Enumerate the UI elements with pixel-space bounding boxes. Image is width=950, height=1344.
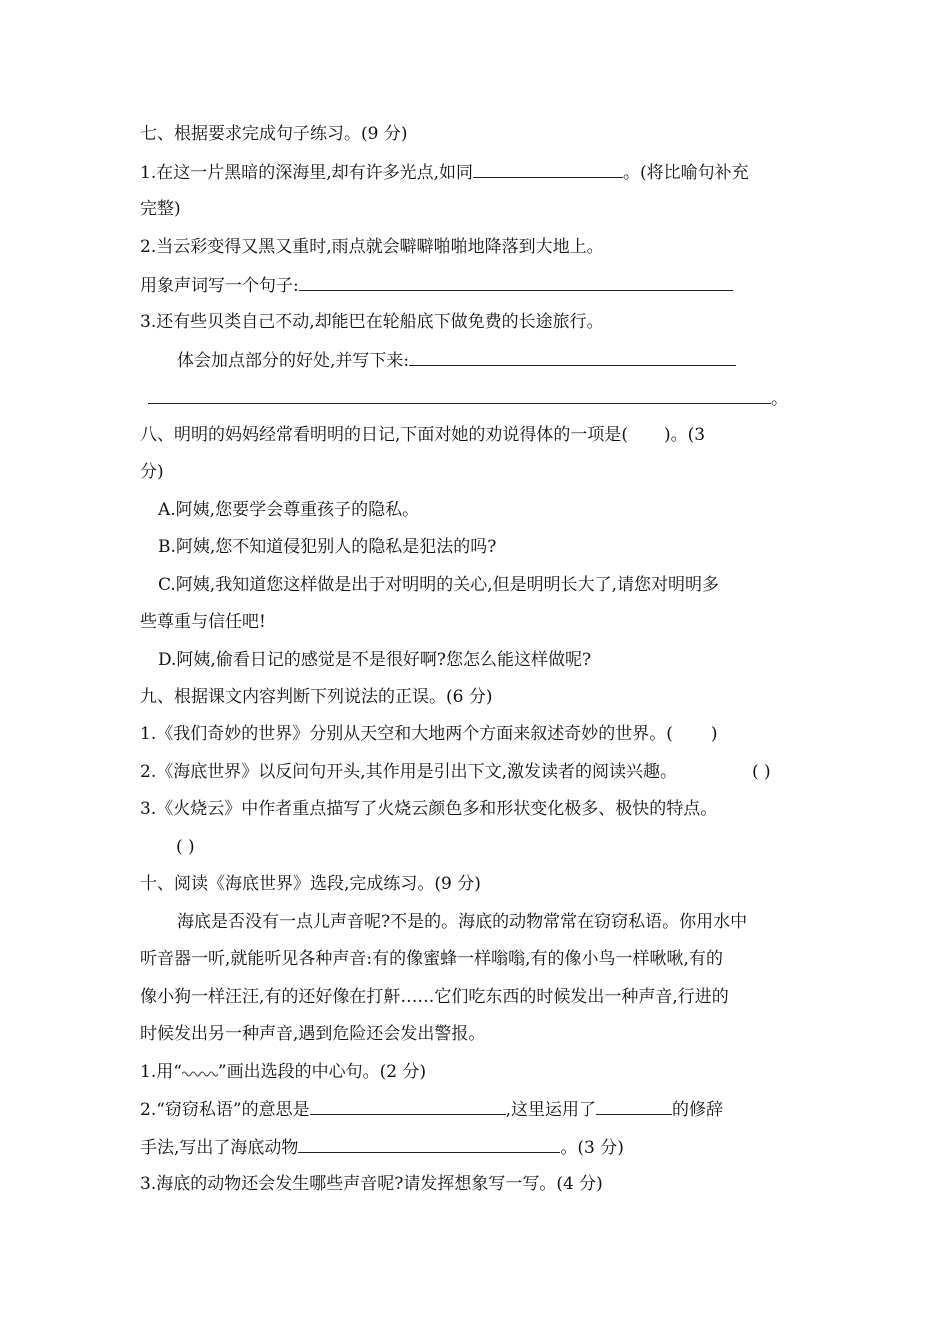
- s7-q1-answer-blank[interactable]: [473, 161, 623, 178]
- section-10-title: 十、阅读《海底世界》选段,完成练习。(9 分): [140, 874, 481, 894]
- s10-q1-text-tail: ”画出选段的中心句。(2 分): [217, 1062, 427, 1082]
- s10-q3-text: 3.海底的动物还会发生哪些声音呢?请发挥想象写一写。(4 分): [140, 1174, 603, 1194]
- s10-q2-text: 2.“窃窃私语”的意思是: [140, 1100, 310, 1120]
- s9-q1-paren-close: ): [710, 724, 718, 744]
- s8-option-c-line1: C.阿姨,我知道您这样做是出于对明明的关心,但是明明长大了,请您对明明多: [158, 575, 720, 595]
- s7-q3-answer-blank-2[interactable]: [148, 387, 771, 404]
- s7-q3-answer-blank-1[interactable]: [409, 349, 736, 366]
- s7-q2-prompt: 用象声词写一个句子:: [140, 276, 299, 296]
- s9-q2-line: [140, 761, 677, 783]
- s7-q1-text: 1.在这一片黑暗的深海里,却有许多光点,如同: [140, 163, 474, 183]
- s8-option-d: D.阿姨,偷看日记的感觉是不是很好啊?您怎么能这样做呢?: [158, 650, 592, 670]
- s7-q3-prompt: 体会加点部分的好处,并写下来:: [177, 351, 410, 371]
- s7-q1-line2: 完整): [140, 199, 181, 219]
- s7-q1-text-tail: 。(将比喻句补充: [623, 163, 749, 183]
- section-9-title: 九、根据课文内容判断下列说法的正误。(6 分): [140, 687, 493, 707]
- s10-q2-line2: [140, 1136, 624, 1159]
- section-8-title-line1: [140, 424, 705, 446]
- section-8-title: 八、明明的妈妈经常看明明的日记,下面对她的劝说得体的一项是(: [140, 425, 629, 445]
- s9-q1-line: [140, 723, 718, 745]
- s10-q2-description-blank[interactable]: [298, 1136, 560, 1153]
- passage-line-4: 时候发出另一种声音,遇到危险还会发出警报。: [140, 1024, 486, 1044]
- s10-q2-rhetoric-blank[interactable]: [596, 1098, 672, 1115]
- s8-option-b: B.阿姨,您不知道侵犯别人的隐私是犯法的吗?: [158, 537, 497, 557]
- passage-line-2: 听音器一听,就能听见各种声音:有的像蜜蜂一样嗡嗡,有的像小鸟一样啾啾,有的: [140, 949, 723, 969]
- s7-q2-prompt-line: [140, 274, 733, 297]
- s7-q3-text: 3.还有些贝类自己不动,却能巴在轮船底下做免费的长途旅行。: [140, 312, 604, 332]
- s8-option-a: A.阿姨,您要学会尊重孩子的隐私。: [158, 500, 420, 520]
- s10-q2-text-2: 手法,写出了海底动物: [140, 1138, 299, 1158]
- section-8-title-tail: )。(3: [664, 425, 706, 445]
- passage-line-3: 像小狗一样汪汪,有的还好像在打鼾……它们吃东西的时候发出一种声音,行进的: [140, 987, 729, 1007]
- s7-q3-answer-line2: [148, 387, 788, 410]
- s7-q1-line1: [140, 161, 749, 184]
- section-7-title: 七、根据要求完成句子练习。(9 分): [140, 124, 408, 144]
- s9-q3-answer-paren[interactable]: ( ): [176, 837, 195, 857]
- s10-q2-text-tail: 的修辞: [672, 1100, 724, 1120]
- s9-q3-text: 3.《火烧云》中作者重点描写了火烧云颜色多和形状变化极多、极快的特点。: [140, 799, 718, 819]
- s10-q2-score: 。(3 分): [560, 1138, 624, 1158]
- s9-q1-text: 1.《我们奇妙的世界》分别从天空和大地两个方面来叙述奇妙的世界。(: [140, 724, 673, 744]
- s9-q2-text: 2.《海底世界》以反问句开头,其作用是引出下文,激发读者的阅读兴趣。: [140, 762, 678, 782]
- s10-q2-meaning-blank[interactable]: [310, 1098, 506, 1115]
- s9-q2-answer-paren[interactable]: ( ): [752, 762, 771, 782]
- s10-q1-line: [140, 1061, 426, 1083]
- s8-option-c-line2: 些尊重与信任吧!: [140, 612, 266, 632]
- s7-q2-text: 2.当云彩变得又黑又重时,雨点就会噼噼啪啪地降落到大地上。: [140, 237, 604, 257]
- s7-q3-period: 。: [771, 389, 788, 409]
- s10-q2-line1: [140, 1098, 723, 1121]
- wavy-underline-icon: [182, 1067, 218, 1077]
- s10-q2-text-mid: ,这里运用了: [505, 1100, 597, 1120]
- s10-q1-text: 1.用“: [140, 1062, 182, 1082]
- s7-q3-prompt-line: [177, 349, 736, 372]
- s7-q2-answer-blank[interactable]: [299, 274, 733, 291]
- section-8-title-line2: 分): [140, 462, 164, 482]
- passage-line-1: 海底是否没有一点儿声音呢?不是的。海底的动物常常在窃窃私语。你用水中: [177, 912, 748, 932]
